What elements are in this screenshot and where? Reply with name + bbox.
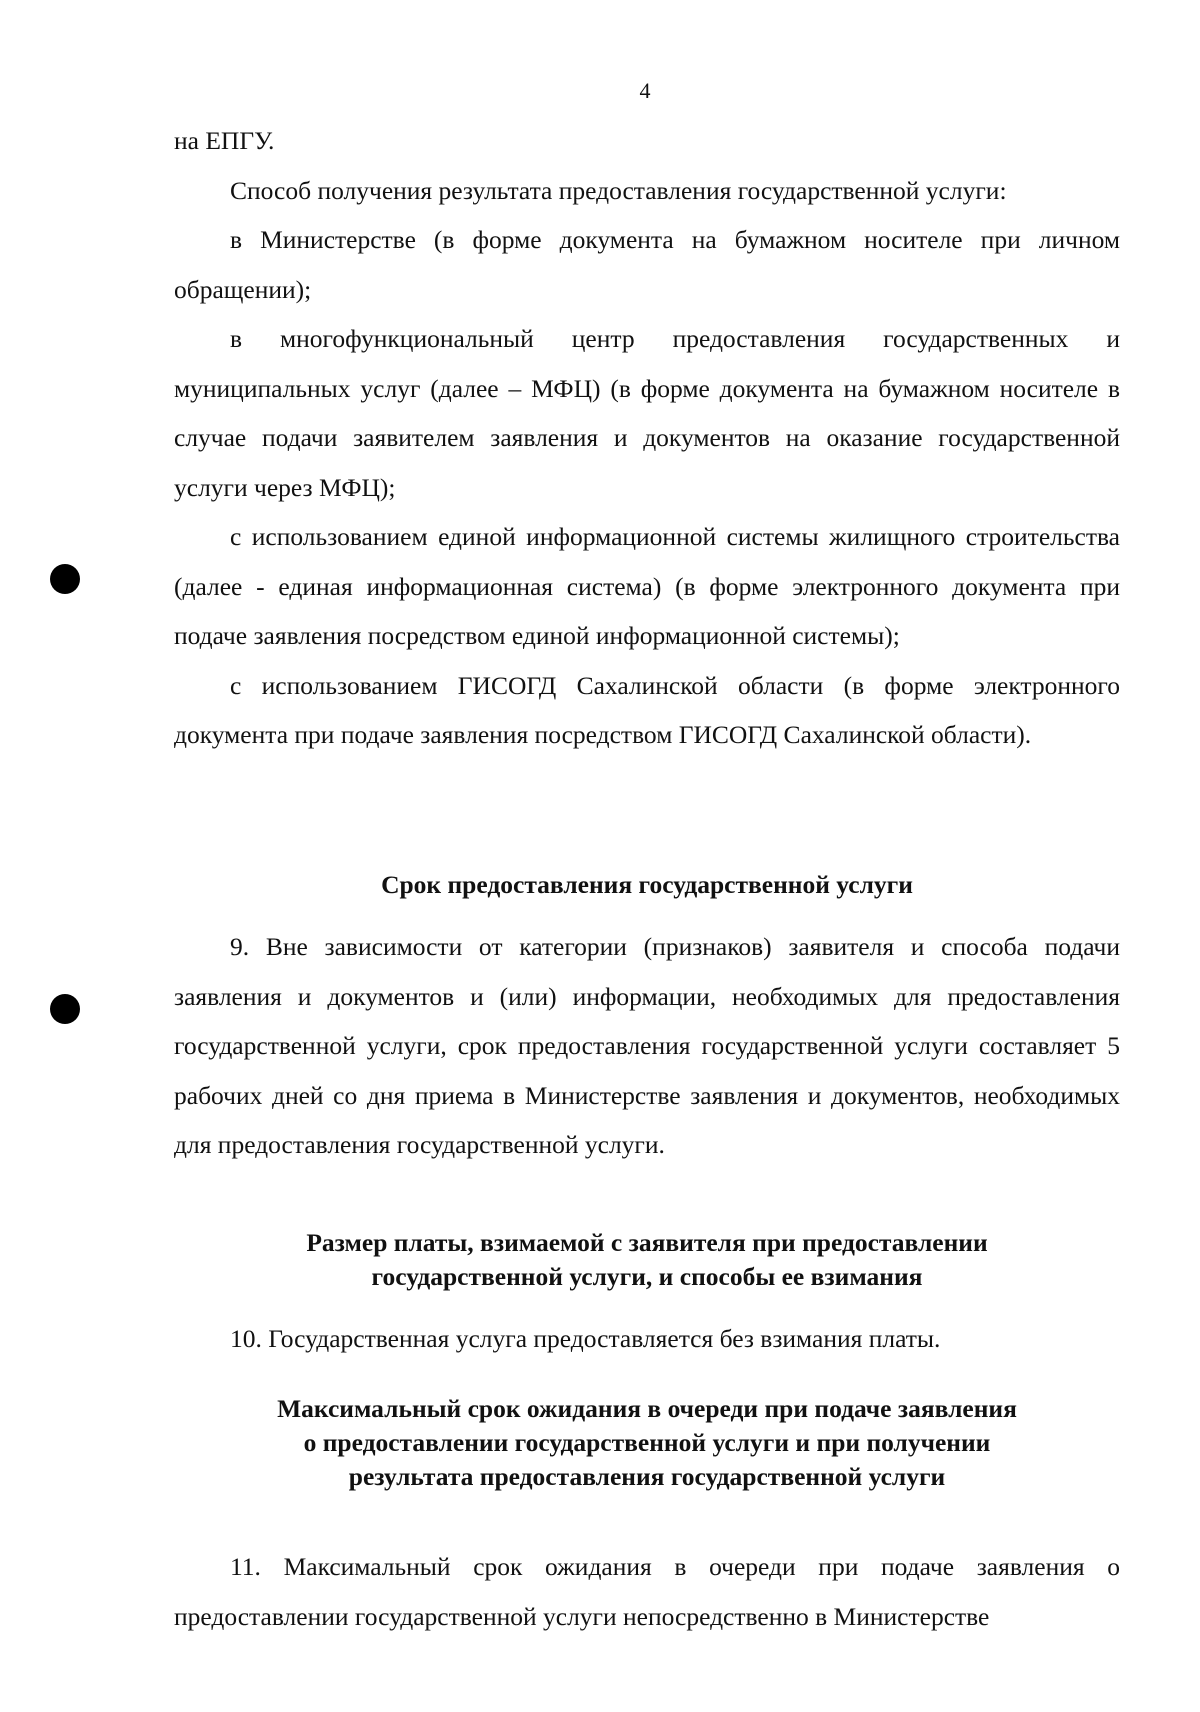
heading-line: результата предоставления государственной услуги bbox=[348, 1462, 946, 1491]
paragraph: 9. Вне зависимости от категории (признаков) заявителя и способа подачи заявления и документов и (или) информации, необходимых для предоставления государственной услуги, срок предоставления государственной услуги составляет 5 рабочих дней со дня приема в Министерстве заявления и документов, необходимых для предоставления государственной услуги. bbox=[174, 932, 1120, 1159]
paragraph: с использованием ГИСОГД Сахалинской области (в форме электронного документа при подаче заявления посредством ГИСОГД Сахалинской области). bbox=[174, 670, 1120, 749]
paragraph: в многофункциональный центр предоставления государственных и муниципальных услуг (далее – МФЦ) (в форме документа на бумажном носителе в случае подачи заявителем заявления и документов на оказание государственной услуги через МФЦ); bbox=[174, 324, 1120, 502]
top-paragraphs bbox=[174, 116, 1120, 760]
paragraph: 10. Государственная услуга предоставляется без взимания платы. bbox=[230, 1324, 941, 1353]
page-number: 4 bbox=[639, 78, 651, 103]
section-queue-body bbox=[174, 1542, 1120, 1641]
paragraph: в Министерстве (в форме документа на бумажном носителе при личном обращении); bbox=[174, 225, 1120, 304]
section-term-body bbox=[174, 922, 1120, 1170]
section-fee-body bbox=[174, 1314, 1120, 1364]
punch-hole-mark bbox=[50, 994, 80, 1024]
paragraph: Способ получения результата предоставления государственной услуги: bbox=[230, 175, 1007, 205]
heading-line: государственной услуги, и способы ее взимания bbox=[371, 1262, 923, 1291]
section-heading bbox=[174, 1392, 1120, 1494]
paragraph: 11. Максимальный срок ожидания в очереди при подаче заявления о предоставлении государственной услуги непосредственно в Министерстве bbox=[174, 1552, 1120, 1631]
heading-line: Максимальный срок ожидания в очереди при подаче заявления bbox=[277, 1394, 1017, 1423]
heading-line: о предоставлении государственной услуги и при получении bbox=[303, 1428, 991, 1457]
heading-line: Размер платы, взимаемой с заявителя при предоставлении bbox=[306, 1228, 988, 1257]
paragraph: на ЕПГУ. bbox=[174, 126, 275, 155]
section-queue bbox=[174, 1392, 1120, 1494]
section-heading bbox=[174, 1226, 1120, 1294]
punch-hole-mark bbox=[50, 564, 80, 594]
section-fee bbox=[174, 1226, 1120, 1294]
section-heading: Срок предоставления государственной услуги bbox=[381, 870, 913, 899]
paragraph: с использованием единой информационной системы жилищного строительства (далее - единая информационная система) (в форме электронного документа при подаче заявления посредством единой информационной системы); bbox=[174, 522, 1120, 650]
section-term bbox=[174, 868, 1120, 902]
